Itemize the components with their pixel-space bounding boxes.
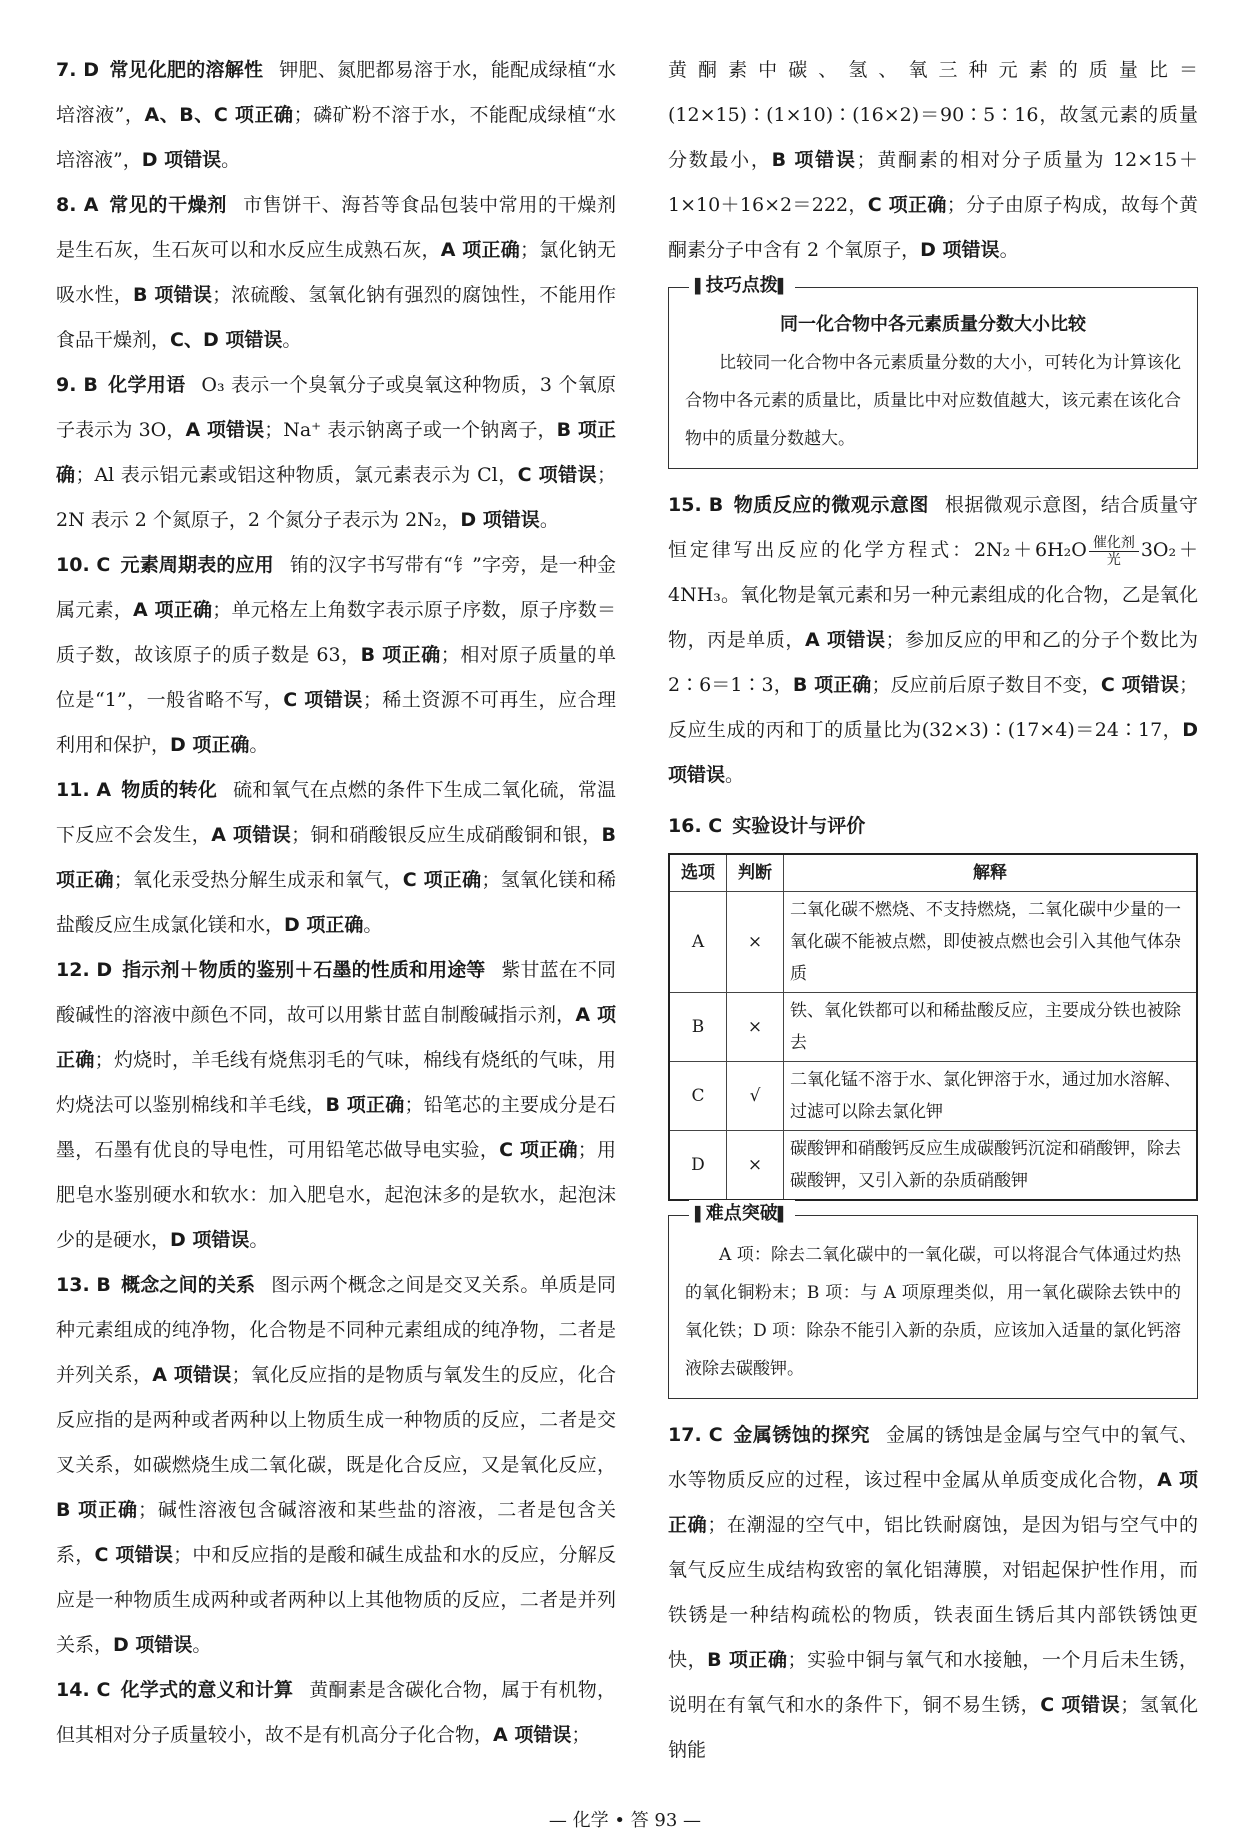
answer-verdict: A 项错误 — [493, 1724, 572, 1746]
answer-number: 7. D — [56, 59, 100, 81]
tip-box-tag: ▌ 技巧点拨 ▌ — [689, 272, 795, 301]
answer-verdict: A 项正确 — [56, 1004, 616, 1071]
q15-equation-left: 根据微观示意图，结合质量守恒定律写出反应的化学方程式：2N₂＋6H₂O — [668, 494, 1198, 561]
answer-number: 11. A — [56, 779, 112, 801]
q16-table — [668, 853, 1198, 1201]
answer-text: ；碱性溶液包含碱溶液和某些盐的溶液，二者是包含关系， — [56, 1499, 616, 1566]
q17-text: ；氢氧化钠能 — [668, 1694, 1198, 1761]
answer-verdict: B 项正确 — [56, 419, 616, 486]
cell-explain: 二氧化锰不溶于水、氯化钾溶于水，通过加水溶解、过滤可以除去氯化钾 — [784, 1062, 1198, 1131]
answer-text: 图示两个概念之间是交叉关系。单质是同种元素组成的纯净物，化合物是不同种元素组成的纯净物，二者是并列关系， — [56, 1274, 616, 1386]
cell-option: C — [669, 1062, 727, 1131]
answer-verdict: C 项错误 — [517, 464, 597, 486]
q15-topic: 物质反应的微观示意图 — [733, 494, 929, 516]
q17-answer — [668, 1413, 1198, 1773]
table-row — [669, 1062, 1197, 1131]
table-row — [669, 993, 1197, 1062]
q17-text: ；在潮湿的空气中，铝比铁耐腐蚀，是因为铝与空气中的氧气反应生成结构致密的氧化铝薄膜，对铝起保护性作用，而铁锈是一种结构疏松的物质，铁表面生锈后其内部铁锈蚀更快， — [668, 1514, 1198, 1671]
cell-option: B — [669, 993, 727, 1062]
answer-text: ； — [571, 1724, 591, 1746]
answer-text: O₃ 表示一个臭氧分子或臭氧这种物质，3 个氧原子表示为 3O， — [56, 374, 616, 441]
answer-item — [56, 768, 616, 948]
answer-verdict: D 项正确 — [284, 914, 364, 936]
q17-topic: 金属锈蚀的探究 — [732, 1424, 871, 1446]
answer-text: ；Al 表示铝元素或铝这种物质，氯元素表示为 Cl， — [75, 464, 518, 486]
q17-number: 17. C — [668, 1424, 723, 1446]
cell-explain: 二氧化碳不燃烧、不支持燃烧，二氧化碳中少量的一氧化碳不能被点燃，即使被点燃也会引入其他气体杂质 — [784, 892, 1198, 993]
answer-topic: 化学式的意义和计算 — [120, 1679, 294, 1701]
q17-text: 金属的锈蚀是金属与空气中的氧气、水等物质反应的过程，该过程中金属从单质变成化合物， — [668, 1424, 1198, 1491]
left-column — [56, 48, 616, 1758]
q14-verdict: C 项正确 — [867, 194, 947, 216]
answer-text: 钾肥、氮肥都易溶于水，能配成绿植“水培溶液”， — [56, 59, 617, 126]
answer-verdict: C、D 项错误 — [170, 329, 283, 351]
answer-verdict: C 项错误 — [283, 689, 363, 711]
cell-option: D — [669, 1131, 727, 1201]
answer-number: 8. A — [56, 194, 99, 216]
q15-text: 氧化物是氧元素和另一种元素组成的化合物，乙是氧化物，丙是单质， — [668, 584, 1198, 651]
table-row — [669, 892, 1197, 993]
answer-text: ；稀土资源不可再生，应合理利用和保护， — [56, 689, 616, 756]
answer-text: 。 — [192, 1634, 212, 1656]
cell-explain: 铁、氧化铁都可以和稀盐酸反应，主要成分铁也被除去 — [784, 993, 1198, 1062]
answer-topic: 化学用语 — [107, 374, 186, 396]
answer-text: ；浓硫酸、氢氧化钠有强烈的腐蚀性，不能用作食品干燥剂， — [56, 284, 616, 351]
header-explain: 解释 — [784, 854, 1198, 892]
q16-topic: 实验设计与评价 — [732, 815, 866, 837]
answer-text: ；铅笔芯的主要成分是石墨，石墨有优良的导电性，可用铅笔芯做导电实验， — [56, 1094, 616, 1161]
answer-text: 。 — [249, 734, 269, 756]
answer-text: 。 — [249, 1229, 269, 1251]
reaction-condition — [1089, 535, 1139, 568]
table-row — [669, 1131, 1197, 1201]
q17-text: ；实验中铜与氧气和水接触，一个月后未生锈，说明在有氧气和水的条件下，铜不易生锈， — [668, 1649, 1198, 1716]
answer-verdict: D 项错误 — [141, 149, 222, 171]
answer-verdict: B 项正确 — [56, 824, 616, 891]
answer-text: 黄酮素是含碳化合物，属于有机物，但其相对分子质量较小，故不是有机高分子化合物， — [56, 1679, 616, 1746]
answer-text: ；氧化反应指的是物质与氧发生的反应，化合反应指的是两种或者两种以上物质生成一种物质的反应，二者是交叉关系，如碳燃烧生成二氧化碳，既是化合反应，又是氧化反应， — [56, 1364, 616, 1476]
answer-verdict: C 项错误 — [94, 1544, 174, 1566]
answer-text: ；铜和硝酸银反应生成硝酸铜和银， — [291, 824, 602, 846]
q15-text: ；反应前后原子数目不变， — [871, 674, 1101, 696]
q15-verdict: D 项错误 — [668, 719, 1198, 786]
answer-text: ；单元格左上角数字表示原子序数，原子序数＝质子数，故该原子的质子数是 63， — [56, 599, 616, 666]
answer-text: ；用肥皂水鉴别硬水和软水：加入肥皂水，起泡沫多的是软水，起泡沫少的是硬水， — [56, 1139, 616, 1251]
answer-text: 紫甘蓝在不同酸碱性的溶液中颜色不同，故可以用紫甘蓝自制酸碱指示剂， — [56, 959, 616, 1026]
cell-judge: × — [727, 1131, 784, 1201]
answer-text: ；2N 表示 2 个氮原子，2 个氮分子表示为 2N₂， — [56, 464, 616, 531]
page-footer: — 化学 • 答 93 — — [548, 1810, 702, 1831]
answer-item — [56, 948, 616, 1263]
answer-verdict: B 项正确 — [360, 644, 441, 666]
q15-text: 。 — [725, 764, 745, 786]
answer-number: 10. C — [56, 554, 111, 576]
answer-text: 市售饼干、海苔等食品包装中常用的干燥剂是生石灰，生石灰可以和水反应生成熟石灰， — [56, 194, 616, 261]
answer-item — [56, 1263, 616, 1668]
answer-topic: 指示剂＋物质的鉴别＋石墨的性质和用途等 — [122, 959, 486, 981]
cell-option: A — [669, 892, 727, 993]
answer-text: ；氯化钠无吸水性， — [56, 239, 616, 306]
answer-number: 13. B — [56, 1274, 111, 1296]
cell-judge: √ — [727, 1062, 784, 1131]
answer-topic: 常见的干燥剂 — [108, 194, 228, 216]
header-judge: 判断 — [727, 854, 784, 892]
answer-verdict: A 项正确 — [132, 599, 213, 621]
cell-judge: × — [727, 993, 784, 1062]
q14-text: ；分子由原子构成，故每个黄酮素分子中含有 2 个氧原子， — [668, 194, 1198, 261]
cell-explain: 碳酸钾和硝酸钙反应生成碳酸钙沉淀和硝酸钾，除去碳酸钾，又引入新的杂质硝酸钾 — [784, 1131, 1198, 1201]
q14-verdict: B 项错误 — [771, 149, 857, 171]
q15-text: ；参加反应的甲和乙的分子个数比为 2∶6＝1∶3， — [668, 629, 1198, 696]
answer-text: ；中和反应指的是酸和碱生成盐和水的反应，分解反应是一种物质生成两种或者两种以上其他物质的反应，二者是并列关系， — [56, 1544, 616, 1656]
q15-number: 15. B — [668, 494, 724, 516]
answer-item — [56, 48, 616, 183]
q14-text: 。 — [999, 239, 1019, 261]
condition-catalyst: 催化剂 — [1089, 535, 1139, 552]
answer-text: ；氢氧化镁和稀盐酸反应生成氯化镁和水， — [56, 869, 616, 936]
answer-number: 9. B — [56, 374, 98, 396]
q14-text: ；黄酮素的相对分子质量为 12×15＋1×10＋16×2＝222， — [668, 149, 1198, 216]
answer-text: 。 — [363, 914, 383, 936]
answer-verdict: C 项正确 — [499, 1139, 578, 1161]
q14-continued — [668, 48, 1198, 273]
answer-text: 。 — [282, 329, 302, 351]
q15-verdict: B 项正确 — [792, 674, 872, 696]
answer-text: 硫和氧气在点燃的条件下生成二氧化硫，常温下反应不会发生， — [56, 779, 616, 846]
q15-answer — [668, 483, 1198, 798]
cell-judge: × — [727, 892, 784, 993]
answer-verdict: A 项错误 — [152, 1364, 232, 1386]
q17-verdict: B 项正确 — [707, 1649, 788, 1671]
q16-heading — [668, 804, 1198, 849]
right-column — [668, 48, 1198, 1773]
answer-text: ；灼烧时，羊毛线有烧焦羽毛的气味，棉线有烧纸的气味，用灼烧法可以鉴别棉线和羊毛线， — [56, 1049, 616, 1116]
answer-topic: 概念之间的关系 — [120, 1274, 256, 1296]
answer-verdict: A 项错误 — [211, 824, 292, 846]
answer-item — [56, 543, 616, 768]
answer-number: 12. D — [56, 959, 113, 981]
q15-text: ；反应生成的丙和丁的质量比为(32×3)∶(17×4)＝24∶17， — [668, 674, 1198, 741]
answer-verdict: B 项错误 — [132, 284, 213, 306]
answer-verdict: B 项正确 — [56, 1499, 138, 1521]
answer-text: 。 — [539, 509, 559, 531]
q14-text: 黄酮素中碳、氢、氧三种元素的质量比＝(12×15)∶(1×10)∶(16×2)＝90∶5∶16，故氢元素的质量分数最小， — [668, 59, 1198, 171]
answer-topic: 物质的转化 — [121, 779, 218, 801]
answer-number: 14. C — [56, 1679, 111, 1701]
q17-verdict: C 项错误 — [1040, 1694, 1121, 1716]
q15-equation-right: 3O₂＋4NH₃。 — [668, 539, 1198, 606]
hard-box — [668, 1203, 1198, 1399]
answer-topic: 常见化肥的溶解性 — [109, 59, 264, 81]
answer-item — [56, 363, 616, 543]
q17-verdict: A 项正确 — [668, 1469, 1198, 1536]
answer-verdict: A 项错误 — [185, 419, 265, 441]
answer-topic: 元素周期表的应用 — [120, 554, 274, 576]
hard-box-text: A 项：除去二氧化碳中的一氧化碳，可以将混合气体通过灼热的氧化铜粉末；B 项：与 A 项原理类似，用一氧化碳除去铁中的氧化铁；D 项：除杂不能引入新的杂质，应该加入适量的氯化钙溶液除去碳酸钾。 — [685, 1245, 1181, 1379]
answer-verdict: A 项正确 — [440, 239, 521, 261]
q16-table-header — [669, 854, 1197, 892]
tip-box-text: 比较同一化合物中各元素质量分数的大小，可转化为计算该化合物中各元素的质量比，质量比中对应数值越大，该元素在该化合物中的质量分数越大。 — [685, 353, 1181, 449]
hard-box-tag: ▌ 难点突破 ▌ — [689, 1200, 795, 1229]
answer-verdict: A、B、C 项正确 — [144, 104, 294, 126]
answer-verdict: D 项正确 — [170, 734, 250, 756]
answer-text: 。 — [221, 149, 241, 171]
answer-verdict: D 项错误 — [170, 1229, 250, 1251]
answer-text: ；氧化汞受热分解生成汞和氧气， — [113, 869, 403, 891]
answer-verdict: C 项正确 — [402, 869, 482, 891]
answer-item — [56, 183, 616, 363]
answer-text: ；相对原子质量的单位是“1”，一般省略不写， — [56, 644, 616, 711]
answer-verdict: D 项错误 — [113, 1634, 193, 1656]
answer-text: ；磷矿粉不溶于水，不能配成绿植“水培溶液”， — [56, 104, 617, 171]
answer-text: 铕的汉字书写带有“钅”字旁，是一种金属元素， — [56, 554, 616, 621]
tip-box — [668, 275, 1198, 469]
q15-verdict: A 项错误 — [804, 629, 886, 651]
answer-verdict: D 项错误 — [460, 509, 540, 531]
answer-verdict: B 项正确 — [325, 1094, 405, 1116]
tip-box-title: 同一化合物中各元素质量分数大小比较 — [780, 314, 1086, 335]
q14-verdict: D 项错误 — [920, 239, 1000, 261]
answer-text: ；Na⁺ 表示钠离子或一个钠离子， — [264, 419, 557, 441]
answer-item — [56, 1668, 616, 1758]
q15-verdict: C 项错误 — [1100, 674, 1179, 696]
q16-number: 16. C — [668, 815, 723, 837]
header-option: 选项 — [669, 854, 727, 892]
condition-light: 光 — [1106, 551, 1121, 568]
